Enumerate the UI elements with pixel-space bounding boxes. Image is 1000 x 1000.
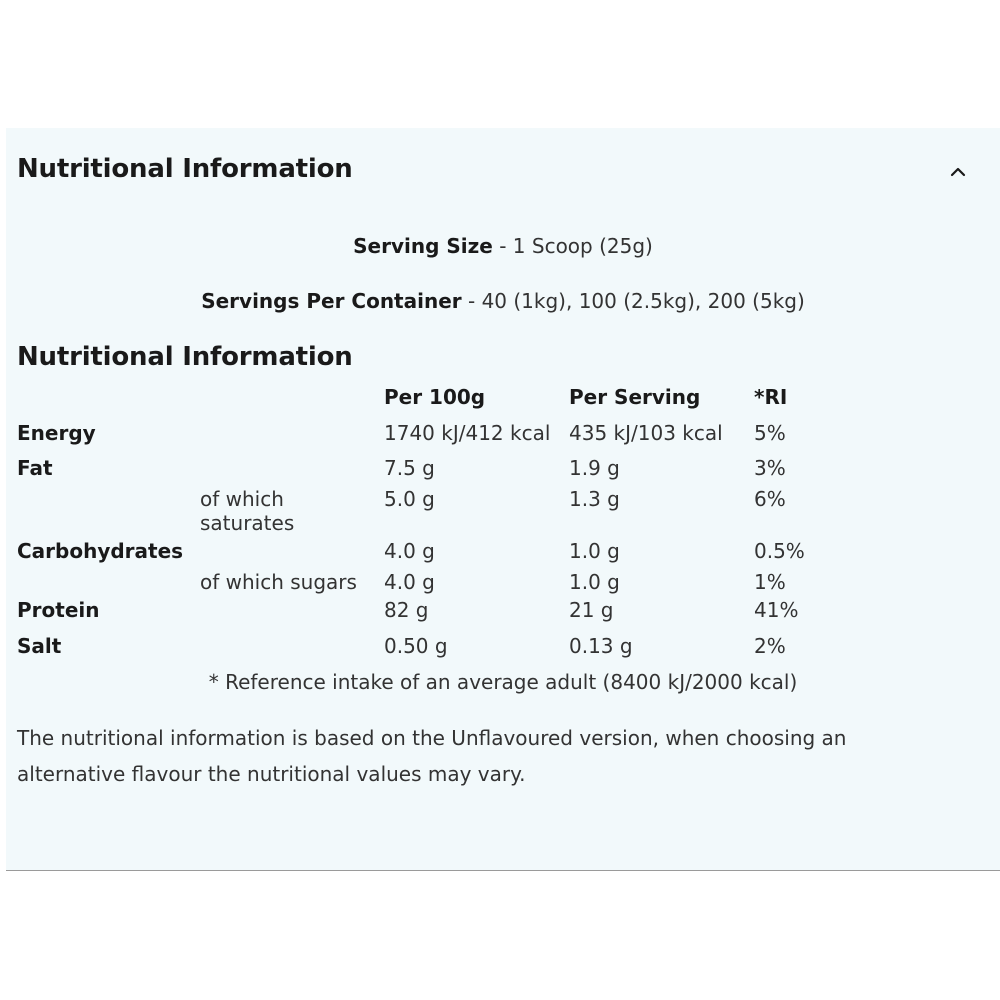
- value-per-100g: 0.50 g: [384, 634, 448, 658]
- value-per-100g: 1740 kJ/412 kcal: [384, 421, 551, 445]
- value-ri: 1%: [754, 570, 786, 594]
- value-per-serving: 21 g: [569, 598, 614, 622]
- servings-per-container-label: Servings Per Container: [201, 289, 462, 313]
- value-ri: 5%: [754, 421, 786, 445]
- header-per-100g: Per 100g: [384, 385, 486, 409]
- value-ri: 0.5%: [754, 539, 805, 563]
- value-per-100g: 82 g: [384, 598, 429, 622]
- sub-nutrient-line-2: saturates: [200, 511, 295, 535]
- value-ri: 3%: [754, 456, 786, 480]
- nutrient-name: Energy: [17, 421, 96, 445]
- value-per-100g: 5.0 g: [384, 487, 435, 511]
- value-per-serving: 1.0 g: [569, 539, 620, 563]
- header-per-serving: Per Serving: [569, 385, 701, 409]
- sub-nutrient-name: of which sugars: [200, 570, 357, 594]
- chevron-up-icon[interactable]: [944, 158, 972, 186]
- value-ri: 41%: [754, 598, 799, 622]
- table-title: Nutritional Information: [17, 342, 353, 372]
- nutrient-name: Fat: [17, 456, 53, 480]
- value-per-serving: 0.13 g: [569, 634, 633, 658]
- value-per-serving: 1.0 g: [569, 570, 620, 594]
- value-per-100g: 4.0 g: [384, 539, 435, 563]
- reference-intake-footnote: * Reference intake of an average adult (8400 kJ/2000 kcal): [208, 670, 798, 694]
- header-ri: *RI: [754, 385, 788, 409]
- nutrient-name: Protein: [17, 598, 100, 622]
- value-ri: 6%: [754, 487, 786, 511]
- nutrition-accordion: [6, 128, 1000, 871]
- serving-size-label: Serving Size: [353, 234, 493, 258]
- value-per-100g: 7.5 g: [384, 456, 435, 480]
- servings-per-container-value: - 40 (1kg), 100 (2.5kg), 200 (5kg): [468, 289, 805, 313]
- flavour-disclaimer: The nutritional information is based on the Unflavoured version, when choosing an alternative flavour the nutritional values may vary.: [17, 726, 847, 786]
- value-ri: 2%: [754, 634, 786, 658]
- serving-size-line: [6, 234, 1000, 258]
- nutrient-name: Carbohydrates: [17, 539, 184, 563]
- sub-nutrient-name: [200, 487, 294, 535]
- value-per-serving: 1.3 g: [569, 487, 620, 511]
- value-per-100g: 4.0 g: [384, 570, 435, 594]
- nutrient-name: Salt: [17, 634, 62, 658]
- servings-per-container-line: [6, 289, 1000, 313]
- sub-nutrient-line-1: of which: [200, 487, 284, 511]
- value-per-serving: 1.9 g: [569, 456, 620, 480]
- accordion-title[interactable]: Nutritional Information: [17, 154, 353, 184]
- serving-size-value: - 1 Scoop (25g): [499, 234, 653, 258]
- value-per-serving: 435 kJ/103 kcal: [569, 421, 723, 445]
